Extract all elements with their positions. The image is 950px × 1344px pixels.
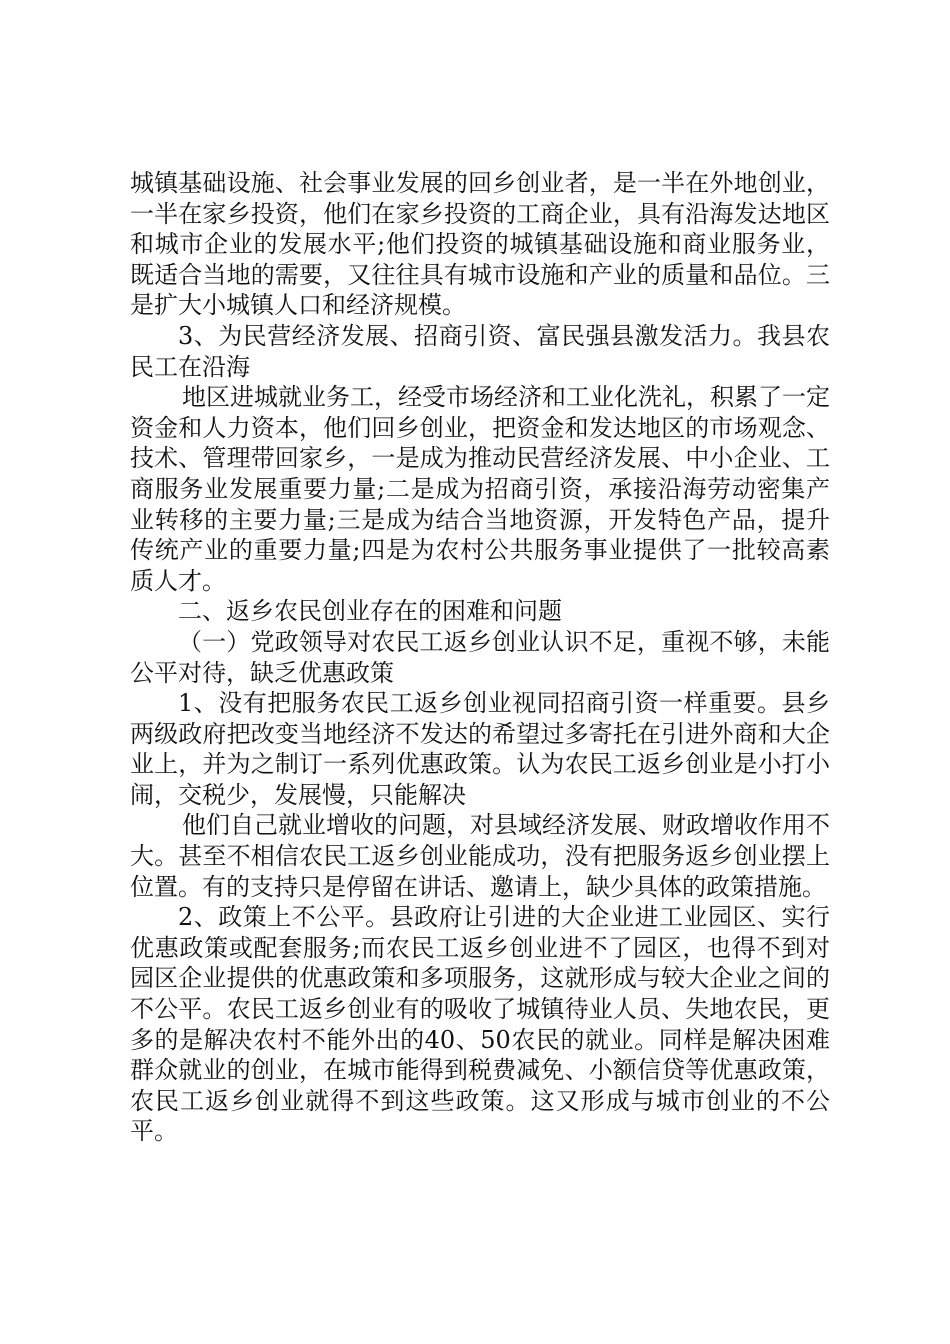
paragraph-item-2: 2、政策上不公平。县政府让引进的大企业进工业园区、实行优惠政策或配套服务;而农民工返乡创业进不了园区，也得不到对园区企业提供的优惠政策和多项服务，这就形成与较大企业之间的不公平。农民工返乡创业有的吸收了城镇待业人员、失地农民，更多的是解决农村不能外出的40、50农民的就业。同样是解决困难群众就业的创业，在城市能得到税费减免、小额信贷等优惠政策，农民工返乡创业就得不到这些政策。这又形成与城市创业的不公平。 [130,903,830,1146]
paragraph-point-3-continued: 地区进城就业务工，经受市场经济和工业化洗礼，积累了一定资金和人力资本，他们回乡创业，把资金和发达地区的市场观念、技术、管理带回家乡，一是成为推动民营经济发展、中小企业、工商服务业发展重要力量;二是成为招商引资，承接沿海劳动密集产业转移的主要力量;三是成为结合当地资源，开发特色产品，提升传统产业的重要力量;四是为农村公共服务事业提供了一批较高素质人才。 [130,383,830,595]
section-heading-2: 二、返乡农民创业存在的困难和问题 [178,597,562,626]
document-body [130,168,830,1147]
paragraph-continuation: 城镇基础设施、社会事业发展的回乡创业者，是一半在外地创业，一半在家乡投资，他们在家乡投资的工商企业，具有沿海发达地区和城市企业的发展水平;他们投资的城镇基础设施和商业服务业，既适合当地的需要，又往往具有城市设施和产业的质量和品位。三是扩大小城镇人口和经济规模。 [130,169,830,320]
paragraph-item-1-continued: 他们自己就业增收的问题，对县域经济发展、财政增收作用不大。甚至不相信农民工返乡创业能成功，没有把服务返乡创业摆上位置。有的支持只是停留在讲话、邀请上，缺少具体的政策措施。 [130,811,830,901]
paragraph-point-3: 3、为民营经济发展、招商引资、富民强县激发活力。我县农民工在沿海 [130,321,830,381]
paragraph-item-1: 1、没有把服务农民工返乡创业视同招商引资一样重要。县乡两级政府把改变当地经济不发达的希望过多寄托在引进外商和大企业上，并为之制订一系列优惠政策。认为农民工返乡创业是小打小闹，交税少，发展慢，只能解决 [130,689,830,809]
subsection-heading-1: （一）党政领导对农民工返乡创业认识不足，重视不够，未能公平对待，缺乏优惠政策 [130,627,830,687]
